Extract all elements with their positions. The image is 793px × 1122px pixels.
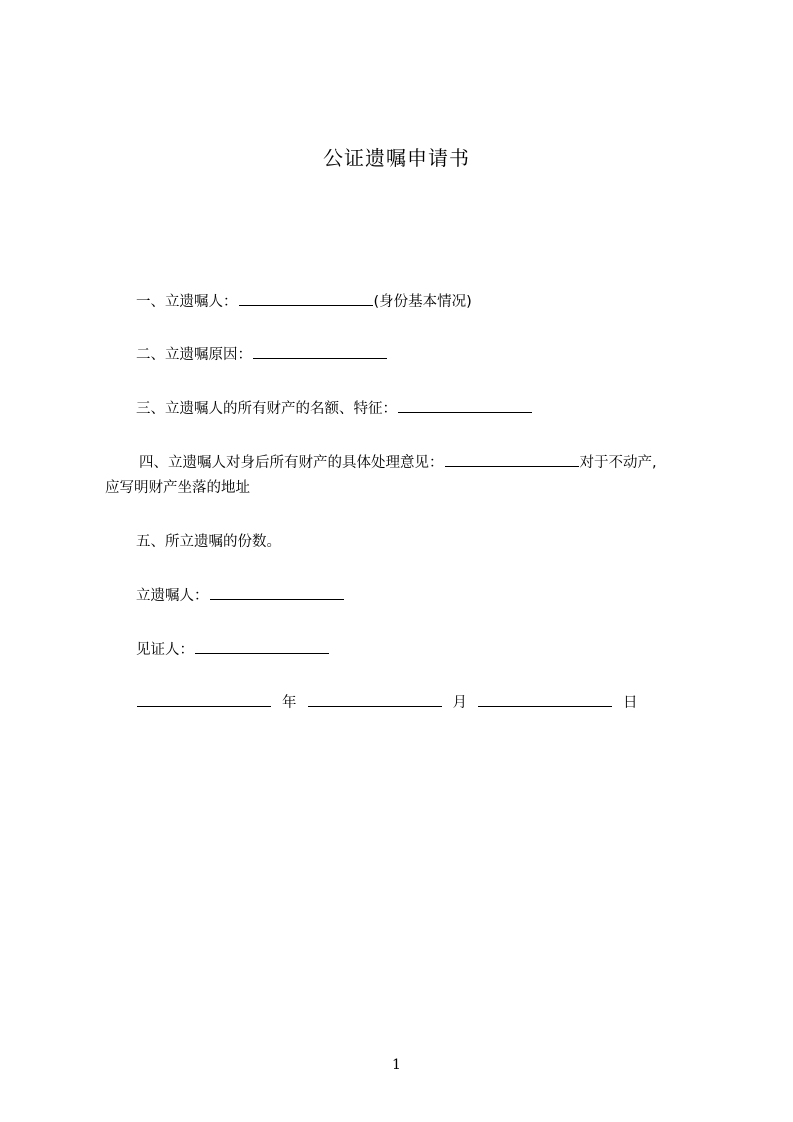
- date-line: [136, 692, 648, 713]
- item-testator-note: (身份基本情况): [373, 294, 472, 310]
- day-blank[interactable]: [478, 692, 612, 707]
- witness-signature-label: 见证人：: [136, 642, 194, 658]
- testator-blank[interactable]: [239, 291, 373, 306]
- witness-signature-blank[interactable]: [195, 639, 329, 654]
- item-testator: [136, 291, 472, 312]
- testator-signature-blank[interactable]: [210, 585, 344, 600]
- year-blank[interactable]: [137, 692, 271, 707]
- item-disposition-suffix: 对于不动产,: [579, 455, 657, 471]
- testator-signature: [136, 585, 345, 606]
- item-reason-label: 二、立遗嘱原因：: [136, 347, 252, 363]
- item-property: [136, 398, 533, 419]
- item-reason: [136, 344, 388, 365]
- witness-signature: [136, 639, 330, 660]
- year-label: 年: [282, 695, 297, 711]
- item-property-label: 三、立遗嘱人的所有财产的名额、特征：: [136, 401, 397, 417]
- property-blank[interactable]: [398, 398, 532, 413]
- testator-signature-label: 立遗嘱人：: [136, 588, 209, 604]
- page-number: 1: [392, 1057, 401, 1073]
- month-blank[interactable]: [308, 692, 442, 707]
- item-testator-label: 一、立遗嘱人：: [136, 294, 238, 310]
- item-disposition-continuation: 应写明财产坐落的地址: [105, 480, 250, 496]
- item-disposition: [139, 452, 657, 473]
- day-label: 日: [623, 695, 638, 711]
- disposition-blank[interactable]: [445, 452, 579, 467]
- month-label: 月: [452, 695, 467, 711]
- reason-blank[interactable]: [253, 344, 387, 359]
- item-disposition-label: 四、立遗嘱人对身后所有财产的具体处理意见：: [139, 455, 444, 471]
- item-copies: 五、所立遗嘱的份数。: [136, 534, 281, 550]
- document-title: 公证遗嘱申请书: [323, 146, 470, 170]
